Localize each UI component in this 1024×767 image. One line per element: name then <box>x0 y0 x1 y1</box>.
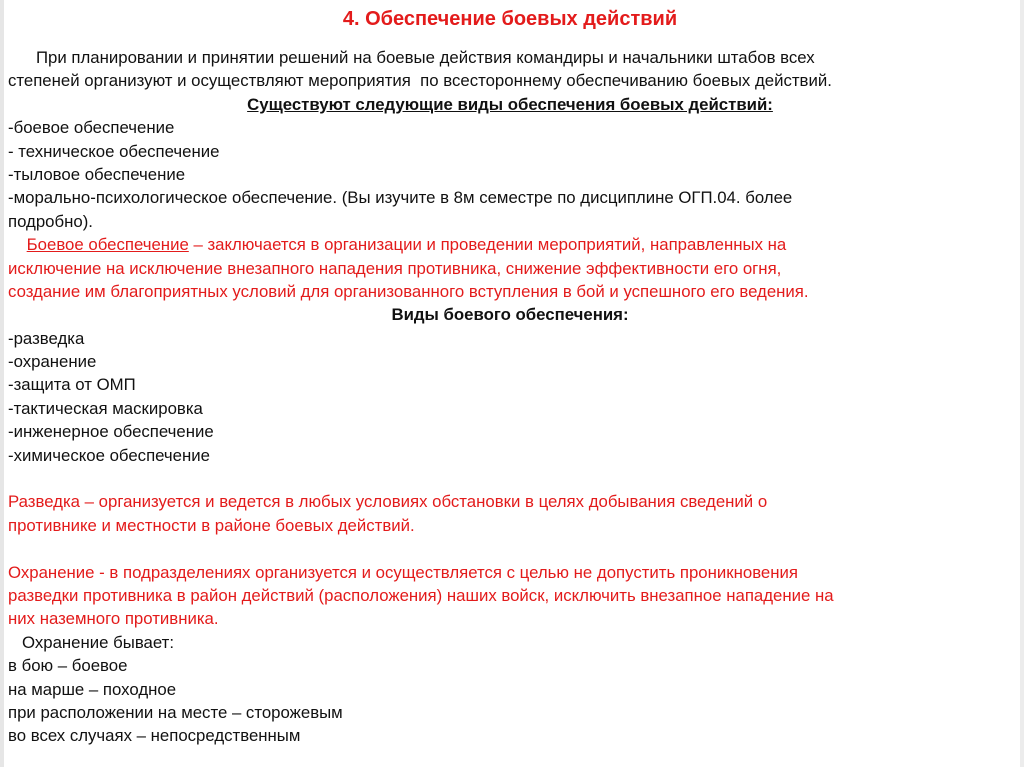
combat-definition-line-1 <box>8 233 1012 256</box>
slide <box>8 0 1012 767</box>
combat-definition-line-3: создание им благоприятных условий для организованного вступления в бой и успешного его ведения. <box>8 281 809 301</box>
list-item: - техническое обеспечение <box>8 141 220 161</box>
combat-definition-text: – заключается в организации и проведении мероприятий, направленных на <box>188 235 787 255</box>
combat-types-heading: Виды боевого обеспечения: <box>391 305 629 325</box>
list-item: -охранение <box>8 352 97 372</box>
intro-line-2: степеней организуют и осуществляют мероприятия по всестороннему обеспечиванию боевых действий. <box>8 71 832 91</box>
guard-line-1: Охранение - в подразделениях организуется и осуществляется с целью не допустить проникновения <box>8 562 798 582</box>
guard-line-3: них наземного противника. <box>8 609 219 629</box>
spacer <box>8 467 1012 490</box>
list-item: -разведка <box>8 328 85 348</box>
combat-definition-line-2: исключение на исключение внезапного нападения противника, снижение эффективности его огня, <box>8 258 782 278</box>
list-item: -боевое обеспечение <box>8 118 175 138</box>
list-item: -химическое обеспечение <box>8 445 210 465</box>
list-item: -защита от ОМП <box>8 375 136 395</box>
list-item: в бою – боевое <box>8 656 128 676</box>
slide-left-border <box>0 0 4 767</box>
slide-title: 4. Обеспечение боевых действий <box>342 8 678 30</box>
slide-body <box>8 46 1012 748</box>
list-item: -тактическая маскировка <box>8 398 203 418</box>
intro-line-1: При планировании и принятии решений на боевые действия командиры и начальники штабов всех <box>8 48 815 67</box>
list-item: во всех случаях – непосредственным <box>8 726 301 746</box>
list-item: -инженерное обеспечение <box>8 422 214 442</box>
guard-types-intro: Охранение бывает: <box>8 632 175 652</box>
indent <box>8 235 27 254</box>
spacer <box>8 537 1012 560</box>
list-item: при расположении на месте – сторожевым <box>8 702 343 722</box>
list-item: -тыловое обеспечение <box>8 164 186 184</box>
types-heading: Существуют следующие виды обеспечения боевых действий: <box>247 94 773 114</box>
recon-line-2: противнике и местности в районе боевых действий. <box>8 515 415 535</box>
guard-line-2: разведки противника в район действий (расположения) наших войск, исключить внезапное нападение на <box>8 585 834 605</box>
list-item: подробно). <box>8 211 93 231</box>
list-item: -морально-психологическое обеспечение. (Вы изучите в 8м семестре по дисциплине ОГП.04. более <box>8 188 793 208</box>
slide-right-border <box>1020 0 1024 767</box>
combat-term: Боевое обеспечение <box>26 235 189 255</box>
list-item: на марше – походное <box>8 679 177 699</box>
recon-line-1: Разведка – организуется и ведется в любых условиях обстановки в целях добывания сведений о <box>8 492 768 512</box>
